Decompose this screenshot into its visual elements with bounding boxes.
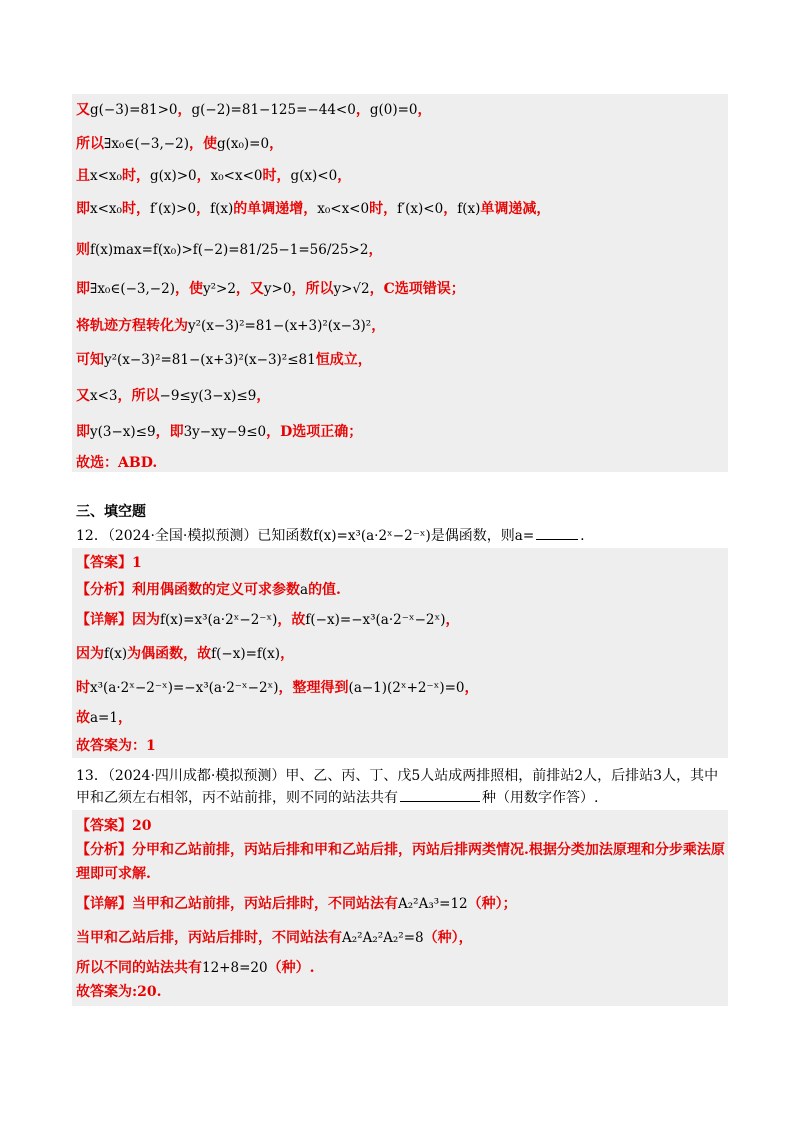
math-expression: x₀<x<0 — [210, 168, 263, 184]
math-expression: f(x) — [104, 646, 128, 662]
section-title: 三、填空题 — [76, 504, 146, 520]
math-expression: x<3 — [90, 388, 118, 404]
question-13-text-2: 甲和乙须左右相邻，丙不站前排，则不同的站法共有 — [76, 790, 398, 806]
text-segment: 【详解】当甲和乙站前排，丙站后排时，不同站法有 — [76, 896, 398, 912]
solution11-line — [76, 238, 382, 262]
text-segment: 恒成立， — [315, 352, 372, 368]
math-expression: f′(x)<0 — [397, 201, 444, 217]
math-expression: a — [300, 582, 309, 598]
math-expression: g(−3)=81>0 — [90, 102, 178, 118]
math-expression: g(x₀)=0 — [216, 136, 270, 152]
math-expression: A₂²A₂²A₂²=8 — [342, 930, 424, 946]
text-segment: 单调递减， — [480, 201, 551, 217]
math-expression: f(−x)=f(x) — [211, 646, 281, 662]
math-expression: (a−1)(2ˣ+2⁻ˣ)=0 — [348, 680, 465, 696]
text-segment: 故选：ABD. — [76, 455, 158, 471]
text-segment: 时 — [76, 680, 90, 696]
text-segment: 【详解】因为 — [76, 612, 160, 628]
text-segment: 又 — [76, 102, 90, 118]
answer-blank-12 — [536, 539, 578, 540]
math-expression: y>√2 — [333, 281, 370, 297]
solution12-line — [76, 734, 156, 758]
text-segment: 时， — [369, 201, 398, 217]
text-segment: ， — [443, 201, 458, 217]
math-expression: x<x₀ — [90, 168, 122, 184]
question-12-formula: f(x)=x³(a·2ˣ−2⁻ˣ) — [313, 528, 431, 544]
question-13-source: （2024·四川成都·模拟预测） — [107, 768, 286, 784]
text-segment: ， — [371, 318, 386, 334]
text-segment: ，C选项错误； — [369, 281, 465, 297]
text-segment: 可知 — [76, 352, 104, 368]
math-expression: 3y−xy−9≤0 — [183, 424, 267, 440]
text-segment: 【分析】利用偶函数的定义可求参数 — [76, 582, 300, 598]
text-segment: ，D选项正确； — [266, 424, 363, 440]
solution11-line — [76, 277, 465, 301]
text-segment: 即 — [76, 281, 90, 297]
solution13-line — [76, 838, 725, 862]
text-segment: ， — [269, 136, 284, 152]
math-expression: f(x)max=f(x₀)>f(−2)=81/25−1=56/25>2 — [90, 242, 369, 258]
solution12-line — [76, 706, 132, 730]
math-expression: f(x)=x³(a·2ˣ−2⁻ˣ) — [160, 612, 278, 628]
question-13-line-2 — [76, 786, 598, 810]
text-segment: 为偶函数，故 — [127, 646, 212, 662]
question-13-number: 13． — [76, 768, 108, 784]
text-segment: 故答案为:20. — [76, 984, 162, 1000]
text-segment: 即 — [76, 424, 90, 440]
solution11-line — [76, 384, 270, 408]
text-segment: 故答案为：1 — [76, 738, 156, 754]
math-expression: A₂²A₃³=12 — [398, 896, 468, 912]
text-segment: 【答案】1 — [76, 555, 142, 571]
math-expression: f′(x)>0 — [149, 201, 197, 217]
math-expression: a=1 — [90, 710, 118, 726]
text-segment: 又 — [76, 388, 90, 404]
math-expression: y>0 — [263, 281, 292, 297]
math-expression: y(3−x)≤9 — [90, 424, 156, 440]
text-segment: 所以 — [76, 136, 104, 152]
math-expression: x³(a·2ˣ−2⁻ˣ)=−x³(a·2⁻ˣ−2ˣ) — [90, 680, 279, 696]
text-segment: 【答案】20 — [76, 818, 152, 834]
question-12-number: 12． — [76, 528, 108, 544]
text-segment: ，所以 — [117, 388, 160, 404]
text-segment: 则 — [76, 242, 90, 258]
solution13-line — [76, 814, 151, 838]
math-expression: f(−x)=−x³(a·2⁻ˣ−2ˣ) — [305, 612, 446, 628]
text-segment: 故 — [76, 710, 90, 726]
question-12-source: （2024·全国·模拟预测） — [107, 528, 258, 544]
text-segment: ， — [368, 242, 383, 258]
text-segment: 即 — [76, 201, 90, 217]
text-segment: ， — [256, 388, 271, 404]
text-segment: ， — [464, 680, 479, 696]
math-expression: g(x)>0 — [149, 168, 197, 184]
solution11-line — [76, 451, 157, 475]
text-segment: ，使 — [174, 281, 203, 297]
math-expression: −9≤y(3−x)≤9 — [159, 388, 257, 404]
solution11-line — [76, 164, 351, 188]
text-segment: ，故 — [277, 612, 306, 628]
text-segment: （种）， — [423, 930, 473, 946]
solution11-line — [76, 348, 372, 372]
text-segment: ，即 — [155, 424, 184, 440]
text-segment: ， — [445, 612, 460, 628]
text-segment: 当甲和乙站后排，丙站后排时，不同站法有 — [76, 930, 342, 946]
solution13-line — [76, 980, 162, 1004]
math-expression: g(x)<0 — [290, 168, 338, 184]
solution11-line — [76, 197, 550, 221]
question-13-text-3: 种（用数字作答）. — [482, 790, 599, 806]
text-segment: ，又 — [235, 281, 264, 297]
math-expression: ∃x₀∈(−3,−2) — [104, 136, 189, 152]
solution11-line — [76, 314, 385, 338]
math-expression: y²(x−3)²=81−(x+3)²(x−3)² — [188, 318, 372, 334]
text-segment: ，使 — [188, 136, 217, 152]
text-segment: 且 — [76, 168, 90, 184]
math-expression: y²(x−3)²=81−(x+3)²(x−3)²≤81 — [104, 352, 316, 368]
solution13-line — [76, 862, 151, 886]
math-expression: x<x₀ — [90, 201, 122, 217]
math-expression: ∃x₀∈(−3,−2) — [90, 281, 175, 297]
text-segment: ， — [417, 102, 432, 118]
text-segment: 时， — [121, 168, 150, 184]
text-segment: ， — [117, 710, 132, 726]
text-segment: 理即可求解. — [76, 866, 151, 882]
question-12-end: . — [580, 528, 585, 544]
question-13-line-1 — [76, 764, 718, 788]
math-expression: f(x) — [210, 201, 234, 217]
text-segment: 将轨迹方程转化为 — [76, 318, 188, 334]
math-expression: 12+8=20 — [202, 960, 268, 976]
text-segment: 的单调递增， — [233, 201, 318, 217]
text-segment: （种）. — [267, 960, 315, 976]
solution11-line — [76, 132, 283, 156]
math-expression: y²>2 — [202, 281, 236, 297]
question-12-text: 已知函数 — [257, 528, 314, 544]
math-expression: x₀<x<0 — [317, 201, 370, 217]
question-13-text: 甲、乙、丙、丁、戊5人站成两排照相，前排站2人，后排站3人，其中 — [285, 768, 719, 784]
text-segment: ， — [280, 646, 295, 662]
question-12-text-after: 是偶函数，则 — [430, 528, 515, 544]
text-segment: ， — [355, 102, 370, 118]
solution12-line — [76, 578, 341, 602]
solution12-line — [76, 676, 479, 700]
text-segment: 因为 — [76, 646, 104, 662]
question-12-blank-prefix: a= — [514, 528, 535, 544]
text-segment: 所以不同的站法共有 — [76, 960, 202, 976]
math-expression: g(−2)=81−125=−44<0 — [191, 102, 356, 118]
text-segment: ，整理得到 — [278, 680, 349, 696]
text-segment: ， — [177, 102, 192, 118]
solution12-line — [76, 642, 294, 666]
solution11-line — [76, 420, 362, 444]
solution13-line — [76, 926, 473, 950]
text-segment: ，所以 — [291, 281, 334, 297]
solution12-line — [76, 608, 459, 632]
text-segment: 【分析】分甲和乙站前排，丙站后排和甲和乙站后排，丙站后排两类情况.根据分类加法原理和分步乘法原 — [76, 842, 725, 858]
solution13-line — [76, 892, 517, 916]
math-expression: f(x) — [457, 201, 481, 217]
answer-blank-13 — [400, 801, 480, 802]
solution13-line — [76, 956, 314, 980]
solution12-line — [76, 551, 142, 575]
text-segment: （种）； — [467, 896, 517, 912]
solution11-line — [76, 98, 432, 122]
text-segment: 的值. — [308, 582, 341, 598]
text-segment: ， — [196, 168, 211, 184]
text-segment: ， — [337, 168, 352, 184]
text-segment: ， — [196, 201, 211, 217]
math-expression: g(0)=0 — [369, 102, 418, 118]
text-segment: 时， — [121, 201, 150, 217]
question-12 — [76, 524, 585, 548]
text-segment: 时， — [262, 168, 291, 184]
